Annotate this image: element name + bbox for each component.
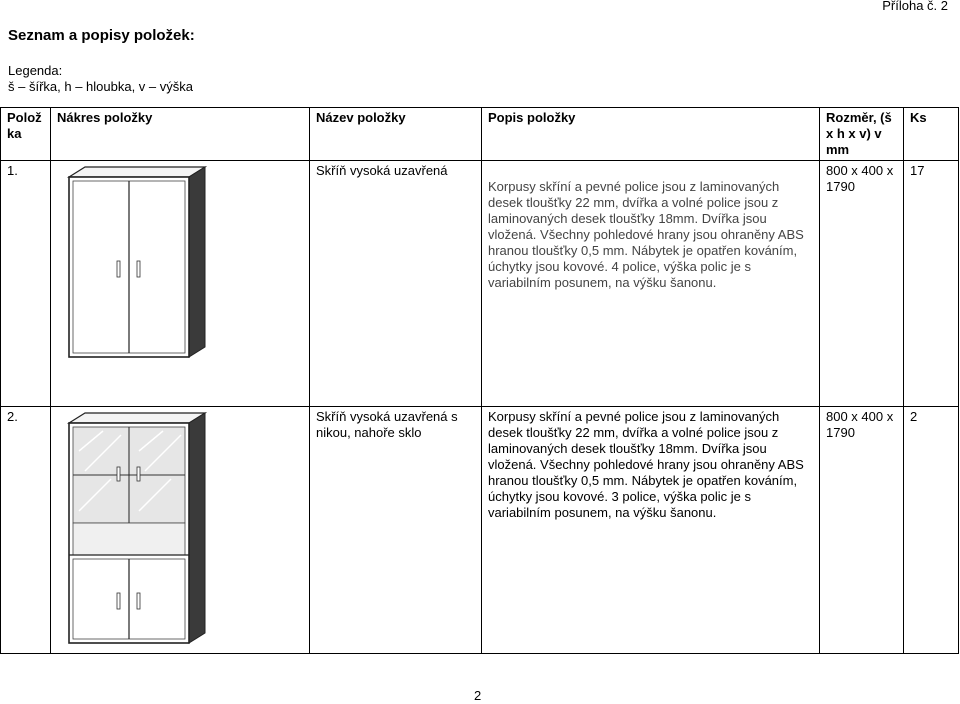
item-description: Korpusy skříní a pevné police jsou z laminovaných desek tloušťky 22 mm, dvířka a volné police jsou z laminovaných desek tloušťky 18mm. Dvířka jsou vložená. Všechny pohledové hrany jsou ohraněny ABS hranou tloušťky 0,5 mm. Nábytek je opatřen kováním, úchytky jsou kovové. 4 police, výška polic je s variabilním posunem, na výšku šanonu. xyxy=(482,161,820,407)
attachment-label: Příloha č. 2 xyxy=(882,0,948,13)
col-header-dimensions: Rozměr, (š x h x v) v mm xyxy=(820,108,904,161)
cabinet-niche-glass-drawing xyxy=(57,411,207,649)
item-description: Korpusy skříní a pevné police jsou z laminovaných desek tloušťky 22 mm, dvířka a volné police jsou z laminovaných desek tloušťky 18mm. Dvířka jsou vložená. Všechny pohledové hrany jsou ohraněny ABS hranou tloušťky 0,5 mm. Nábytek je opatřen kováním, úchytky jsou kovové. 3 police, výška polic je s variabilním posunem, na výšku šanonu. xyxy=(482,407,820,654)
item-dimensions: 800 x 400 x 1790 xyxy=(820,407,904,654)
page-title: Seznam a popisy položek: xyxy=(8,27,195,44)
table-row xyxy=(1,161,959,407)
legend-text: š – šířka, h – hloubka, v – výška xyxy=(8,79,193,94)
item-quantity: 2 xyxy=(904,407,959,654)
col-header-quantity: Ks xyxy=(904,108,959,161)
cabinet-closed-drawing xyxy=(57,165,207,365)
table-header-row xyxy=(1,108,959,161)
col-header-no: Polož ka xyxy=(1,108,51,161)
drawing-cell xyxy=(51,161,310,407)
item-quantity: 17 xyxy=(904,161,959,407)
item-dimensions: 800 x 400 x 1790 xyxy=(820,161,904,407)
page-number: 2 xyxy=(474,688,482,703)
table-row xyxy=(1,407,959,654)
items-table xyxy=(0,107,959,654)
row-number: 2. xyxy=(1,407,51,654)
item-name: Skříň vysoká uzavřená s nikou, nahoře sklo xyxy=(310,407,482,654)
row-number: 1. xyxy=(1,161,51,407)
col-header-name: Název položky xyxy=(310,108,482,161)
col-header-drawing: Nákres položky xyxy=(51,108,310,161)
item-name: Skříň vysoká uzavřená xyxy=(310,161,482,407)
legend-heading: Legenda: xyxy=(8,63,63,78)
col-header-description: Popis položky xyxy=(482,108,820,161)
drawing-cell xyxy=(51,407,310,654)
